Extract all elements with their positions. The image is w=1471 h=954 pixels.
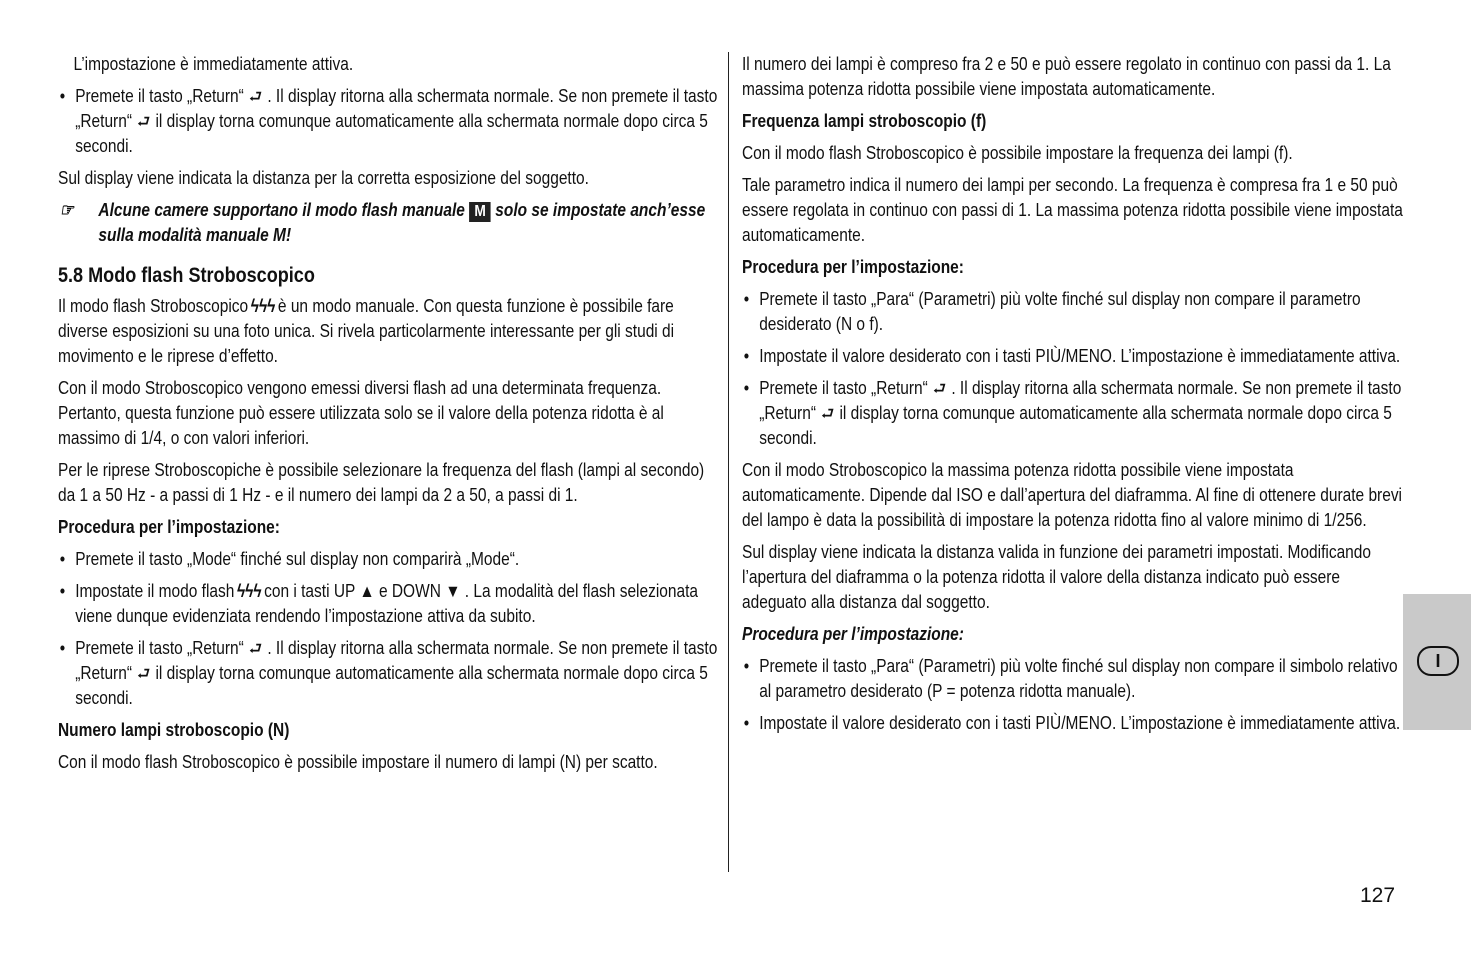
- paragraph: Con il modo Stroboscopico vengono emessi diversi flash ad una determinata frequenza. Pertanto, questa funzione può essere utilizzata solo se il valore della potenza ridotta è al massimo di 1/4, o con valori inferiori.: [58, 378, 664, 448]
- list-item: • Impostate il valore desiderato con i tasti PIÙ/MENO. L’impostazione è immediatamente attiva.: [742, 711, 1404, 736]
- procedure-title-italic: Procedura per l’impostazione:: [742, 624, 964, 644]
- paragraph: Il numero dei lampi è compreso fra 2 e 50 e può essere regolato in continuo con passi da 1. La massima potenza ridotta possibile viene impostata automaticamente.: [742, 54, 1391, 99]
- paragraph-text: è un modo manuale. Con questa funzione è possibile fare diverse esposizioni su una foto unica. Si rivela particolarmente interessante per gli studi di movimento e le riprese d’effetto.: [58, 296, 675, 366]
- list-item: [742, 376, 1404, 451]
- paragraph: Tale parametro indica il numero dei lampi per secondo. La frequenza è compresa fra 1 e 50 può essere regolata in continuo con passi di 1. La massima potenza ridotta possibile viene impostata automaticamente.: [742, 175, 1403, 245]
- paragraph: Per le riprese Stroboscopiche è possibile selezionare la frequenza del flash (lampi al secondo) da 1 a 50 Hz - a passi di 1 Hz - e il numero dei lampi da 2 a 50, a passi di 1.: [58, 460, 705, 505]
- bullet-text: con i tasti UP ▲ e DOWN ▼ . La modalità del flash selezionata viene dunque evidenziata rendendo l’impostazione attiva da subito.: [75, 581, 699, 626]
- bullet-text: il display torna comunque automaticamente alla schermata normale dopo circa 5 secondi.: [759, 403, 1392, 448]
- bullet-text: Impostate il modo flash: [75, 581, 235, 601]
- intro-text: L’impostazione è immediatamente attiva.: [73, 54, 354, 74]
- pointing-hand-icon: ☞: [59, 200, 74, 220]
- bullet-text: . Il display ritorna alla schermata normale. Se non premete il tasto „Return“: [75, 86, 718, 131]
- display-text: Sul display viene indicata la distanza per la corretta esposizione del soggetto.: [58, 168, 589, 188]
- note-text: Alcune camere supportano il modo flash manuale: [98, 200, 465, 220]
- paragraph: Con il modo flash Stroboscopico è possibile impostare il numero di lampi (N) per scatto.: [58, 752, 658, 772]
- list-item: • Premete il tasto „Para“ (Parametri) più volte finché sul display non compare il parametro desiderato (N o f).: [742, 287, 1404, 337]
- bullet-text: Premete il tasto „Return“: [759, 378, 928, 398]
- return-arrow-icon: ⮐: [137, 112, 151, 131]
- list-item: • Premete il tasto „Para“ (Parametri) più volte finché sul display non compare il simbolo relativo al parametro desiderato (P = potenza ridotta manuale).: [742, 654, 1404, 704]
- paragraph: [58, 294, 720, 369]
- bullet-text: . Il display ritorna alla schermata normale. Se non premete il tasto „Return“: [759, 378, 1402, 423]
- bullet-text: il display torna comunque automaticamente alla schermata normale dopo circa 5 secondi.: [75, 663, 708, 708]
- note-text: solo se impostate anch’esse sulla modalità manuale M!: [98, 200, 706, 245]
- return-arrow-icon: ⮐: [248, 639, 263, 658]
- section-title: 5.8 Modo flash Stroboscopico: [58, 264, 315, 287]
- numero-title: Numero lampi stroboscopio (N): [58, 720, 290, 740]
- bullet-text: Premete il tasto „Return“: [75, 638, 244, 658]
- note: [58, 198, 720, 248]
- return-arrow-icon: ⮐: [248, 87, 263, 106]
- return-arrow-icon: ⮐: [932, 379, 947, 398]
- procedure-title: Procedura per l’impostazione:: [742, 257, 964, 277]
- strobe-flash-icon: ϟϟϟ: [236, 581, 262, 601]
- left-column: [58, 52, 720, 782]
- paragraph: Con il modo flash Stroboscopico è possibile impostare la frequenza dei lampi (f).: [742, 143, 1293, 163]
- bullet-text: Premete il tasto „Return“: [75, 86, 244, 106]
- bullet-text: il display torna comunque automaticamente alla schermata normale dopo circa 5 secondi.: [75, 111, 708, 156]
- return-arrow-icon: ⮐: [821, 404, 835, 423]
- strobe-flash-icon: ϟϟϟ: [250, 296, 276, 316]
- page-number: 127: [1360, 884, 1396, 907]
- bullet-text: . Il display ritorna alla schermata normale. Se non premete il tasto „Return“: [75, 638, 718, 683]
- language-tab: [1403, 594, 1471, 730]
- paragraph: Con il modo Stroboscopico la massima potenza ridotta possibile viene impostata automaticamente. Dipende dal ISO e dall’apertura del diaframma. Al fine di ottenere durate brevi del lampo è data la possibilità di impostare la potenza ridotta fino al valore minimo di 1/256.: [742, 460, 1402, 530]
- column-divider: [728, 52, 729, 872]
- language-tab-label: I: [1417, 646, 1459, 676]
- frequency-title: Frequenza lampi stroboscopio (f): [742, 111, 987, 131]
- return-bullet: [58, 84, 720, 159]
- list-item: • Impostate il valore desiderato con i tasti PIÙ/MENO. L’impostazione è immediatamente attiva.: [742, 344, 1404, 369]
- paragraph: Sul display viene indicata la distanza valida in funzione dei parametri impostati. Modificando l’apertura del diaframma o la potenza ridotta il valore della distanza indicato può essere adeguato alla distanza dal soggetto.: [742, 542, 1372, 612]
- procedure-title: Procedura per l’impostazione:: [58, 517, 280, 537]
- list-item: [58, 636, 720, 711]
- paragraph-text: Il modo flash Stroboscopico: [58, 296, 249, 316]
- list-item: [58, 579, 720, 629]
- return-arrow-icon: ⮐: [137, 664, 151, 683]
- right-column: [742, 52, 1404, 743]
- manual-mode-badge: M: [469, 202, 491, 222]
- list-item: • Premete il tasto „Mode“ finché sul display non comparirà „Mode“.: [58, 547, 720, 572]
